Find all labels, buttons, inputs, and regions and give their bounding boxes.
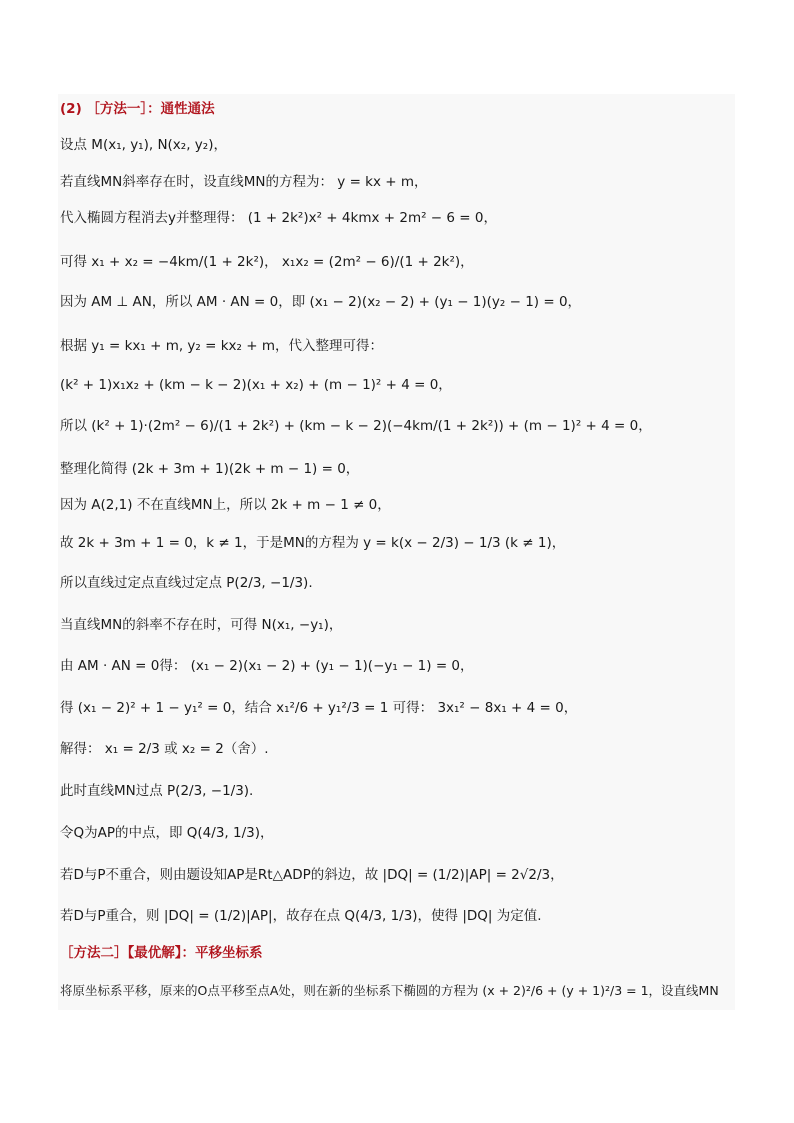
text-line: (k² + 1)x₁x₂ + (km − k − 2)(x₁ + x₂) + (m − 1)² + 4 = 0， [60,377,452,393]
solution-content [58,94,735,1010]
text-line: 若D与P重合，则 |DQ| = (1/2)|AP|，故存在点 Q(4/3, 1/3)，使得 |DQ| 为定值. [60,908,542,924]
text-line: 若直线MN斜率存在时，设直线MN的方程为： y = kx + m， [60,174,428,190]
text-line: 此时直线MN过点 P(2/3, −1/3). [60,783,254,799]
text-line: 根据 y₁ = kx₁ + m, y₂ = kx₂ + m，代入整理可得： [60,338,383,354]
text-line: 代入椭圆方程消去y并整理得： (1 + 2k²)x² + 4kmx + 2m² − 6 = 0， [60,210,497,226]
text-line: 可得 x₁ + x₂ = −4km/(1 + 2k²)， x₁x₂ = (2m² − 6)/(1 + 2k²)， [60,254,474,270]
method-two-heading: ［方法二］【最优解】：平移坐标系 [60,945,263,961]
text-line: 因为 A(2,1) 不在直线MN上，所以 2k + m − 1 ≠ 0， [60,497,391,513]
text-line: 将原坐标系平移，原来的O点平移至点A处，则在新的坐标系下椭圆的方程为 (x + 2)²/6 + (y + 1)²/3 = 1，设直线MN [60,983,719,998]
text-line: 当直线MN的斜率不存在时，可得 N(x₁, −y₁)， [60,617,343,633]
text-line: 故 2k + 3m + 1 = 0，k ≠ 1，于是MN的方程为 y = k(x − 2/3) − 1/3 (k ≠ 1)， [60,535,566,551]
method-one-heading: (2) ［方法一］：通性通法 [60,101,215,117]
text-line: 因为 AM ⊥ AN，所以 AM · AN = 0，即 (x₁ − 2)(x₂ − 2) + (y₁ − 1)(y₂ − 1) = 0， [60,294,582,310]
text-line: 设点 M(x₁, y₁), N(x₂, y₂)， [60,137,227,153]
text-line: 整理化简得 (2k + 3m + 1)(2k + m − 1) = 0， [60,461,360,477]
text-line: 由 AM · AN = 0得： (x₁ − 2)(x₁ − 2) + (y₁ − 1)(−y₁ − 1) = 0， [60,658,474,674]
text-line: 解得： x₁ = 2/3 或 x₂ = 2（舍）. [60,741,269,757]
text-line: 得 (x₁ − 2)² + 1 − y₁² = 0，结合 x₁²/6 + y₁²/3 = 1 可得： 3x₁² − 8x₁ + 4 = 0， [60,700,578,716]
text-line: 所以直线过定点直线过定点 P(2/3, −1/3). [60,575,313,591]
text-line: 若D与P不重合，则由题设知AP是Rt△ADP的斜边，故 |DQ| = (1/2)|AP| = 2√2/3， [60,867,564,883]
text-line: 所以 (k² + 1)·(2m² − 6)/(1 + 2k²) + (km − k − 2)(−4km/(1 + 2k²)) + (m − 1)² + 4 = 0， [60,418,652,434]
text-line: 令Q为AP的中点，即 Q(4/3, 1/3)， [60,825,274,841]
